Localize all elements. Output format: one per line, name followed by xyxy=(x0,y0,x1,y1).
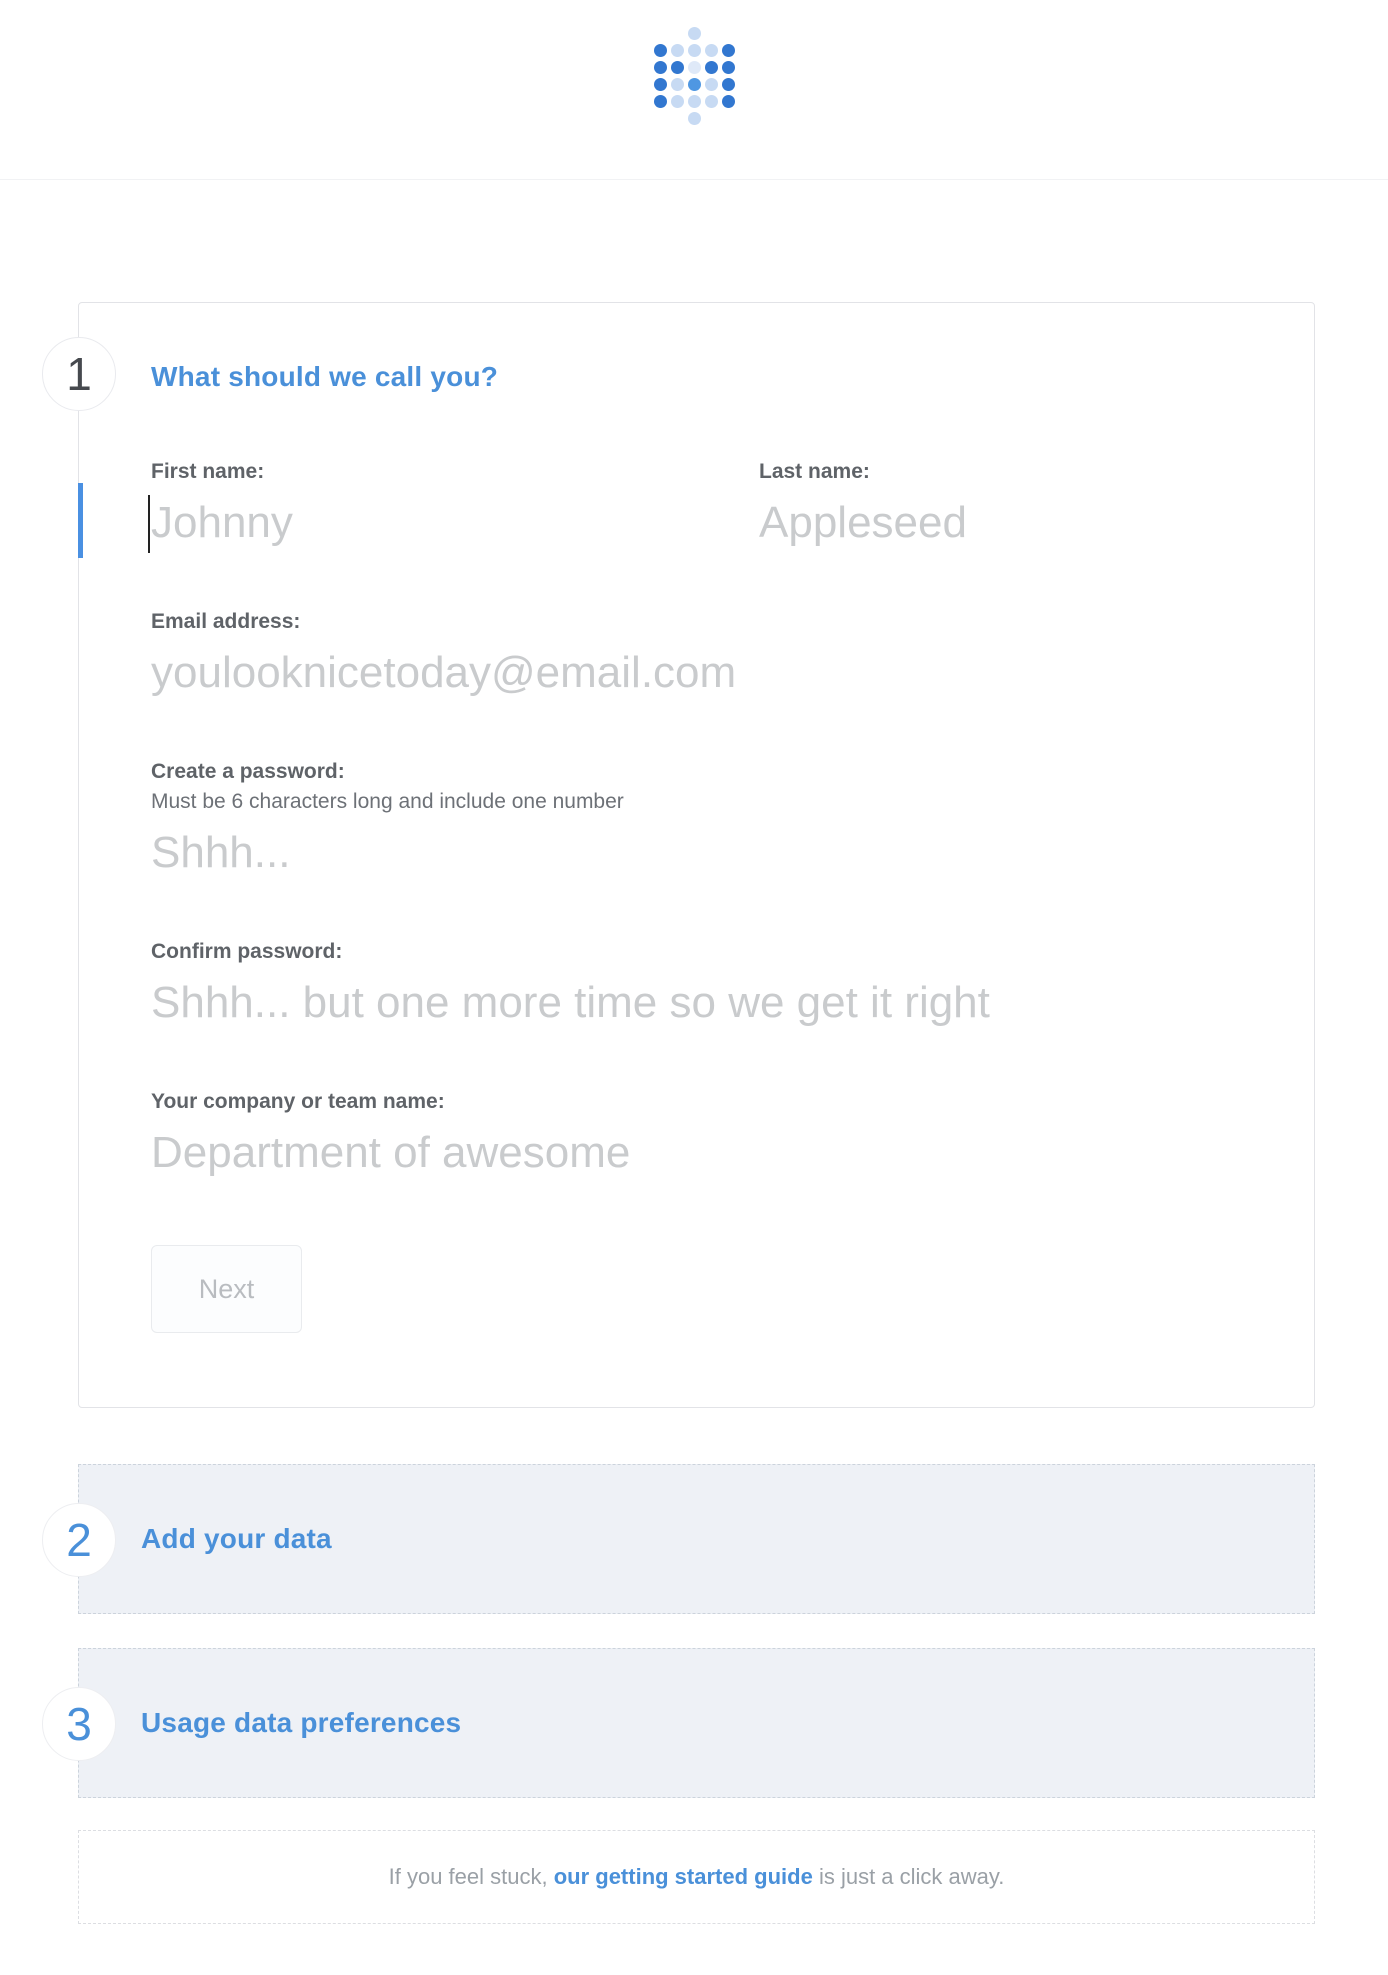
footer-text-before: If you feel stuck, xyxy=(388,1864,554,1889)
step-3-badge xyxy=(42,1687,116,1761)
step-3-section xyxy=(66,1648,1315,1798)
dot-grid-logo xyxy=(654,27,735,125)
first-name-label: First name: xyxy=(151,460,265,483)
email-label: Email address: xyxy=(151,610,301,633)
focused-field-indicator xyxy=(78,483,83,558)
step-1-badge xyxy=(42,337,116,411)
password-input[interactable] xyxy=(151,823,1250,883)
step-2-number: 2 xyxy=(66,1514,92,1566)
last-name-input[interactable] xyxy=(759,493,1250,553)
first-name-input[interactable] xyxy=(151,493,759,553)
password-label: Create a password: xyxy=(151,760,345,783)
page-header xyxy=(0,27,1388,180)
email-input[interactable] xyxy=(151,643,1250,703)
text-caret xyxy=(148,495,150,553)
next-button[interactable]: Next xyxy=(151,1245,302,1333)
company-label: Your company or team name: xyxy=(151,1090,445,1113)
help-footer xyxy=(78,1830,1315,1924)
company-input[interactable] xyxy=(151,1123,1250,1183)
step-2-badge xyxy=(42,1503,116,1577)
step-2-section xyxy=(66,1464,1315,1614)
step-3-title: Usage data preferences xyxy=(141,1707,462,1738)
email-group xyxy=(151,609,1250,703)
last-name-label: Last name: xyxy=(759,460,870,483)
last-name-group xyxy=(759,459,1250,553)
password-hint: Must be 6 characters long and include one number xyxy=(151,790,624,813)
step-1-title: What should we call you? xyxy=(151,361,499,392)
step-1-section xyxy=(66,302,1315,1408)
getting-started-guide-link[interactable]: our getting started guide xyxy=(553,1864,813,1889)
main-content xyxy=(66,302,1315,1924)
first-name-group xyxy=(151,459,759,553)
step-3-number: 3 xyxy=(66,1698,92,1750)
confirm-password-label: Confirm password: xyxy=(151,940,343,963)
footer-text-after: is just a click away. xyxy=(812,1864,1005,1889)
name-fields-row xyxy=(151,459,1250,609)
confirm-password-input[interactable] xyxy=(151,973,1250,1033)
confirm-password-group xyxy=(151,939,1250,1033)
company-group xyxy=(151,1089,1250,1183)
password-group xyxy=(151,759,1250,883)
step-2-title: Add your data xyxy=(141,1523,332,1554)
step-1-number: 1 xyxy=(66,348,92,400)
